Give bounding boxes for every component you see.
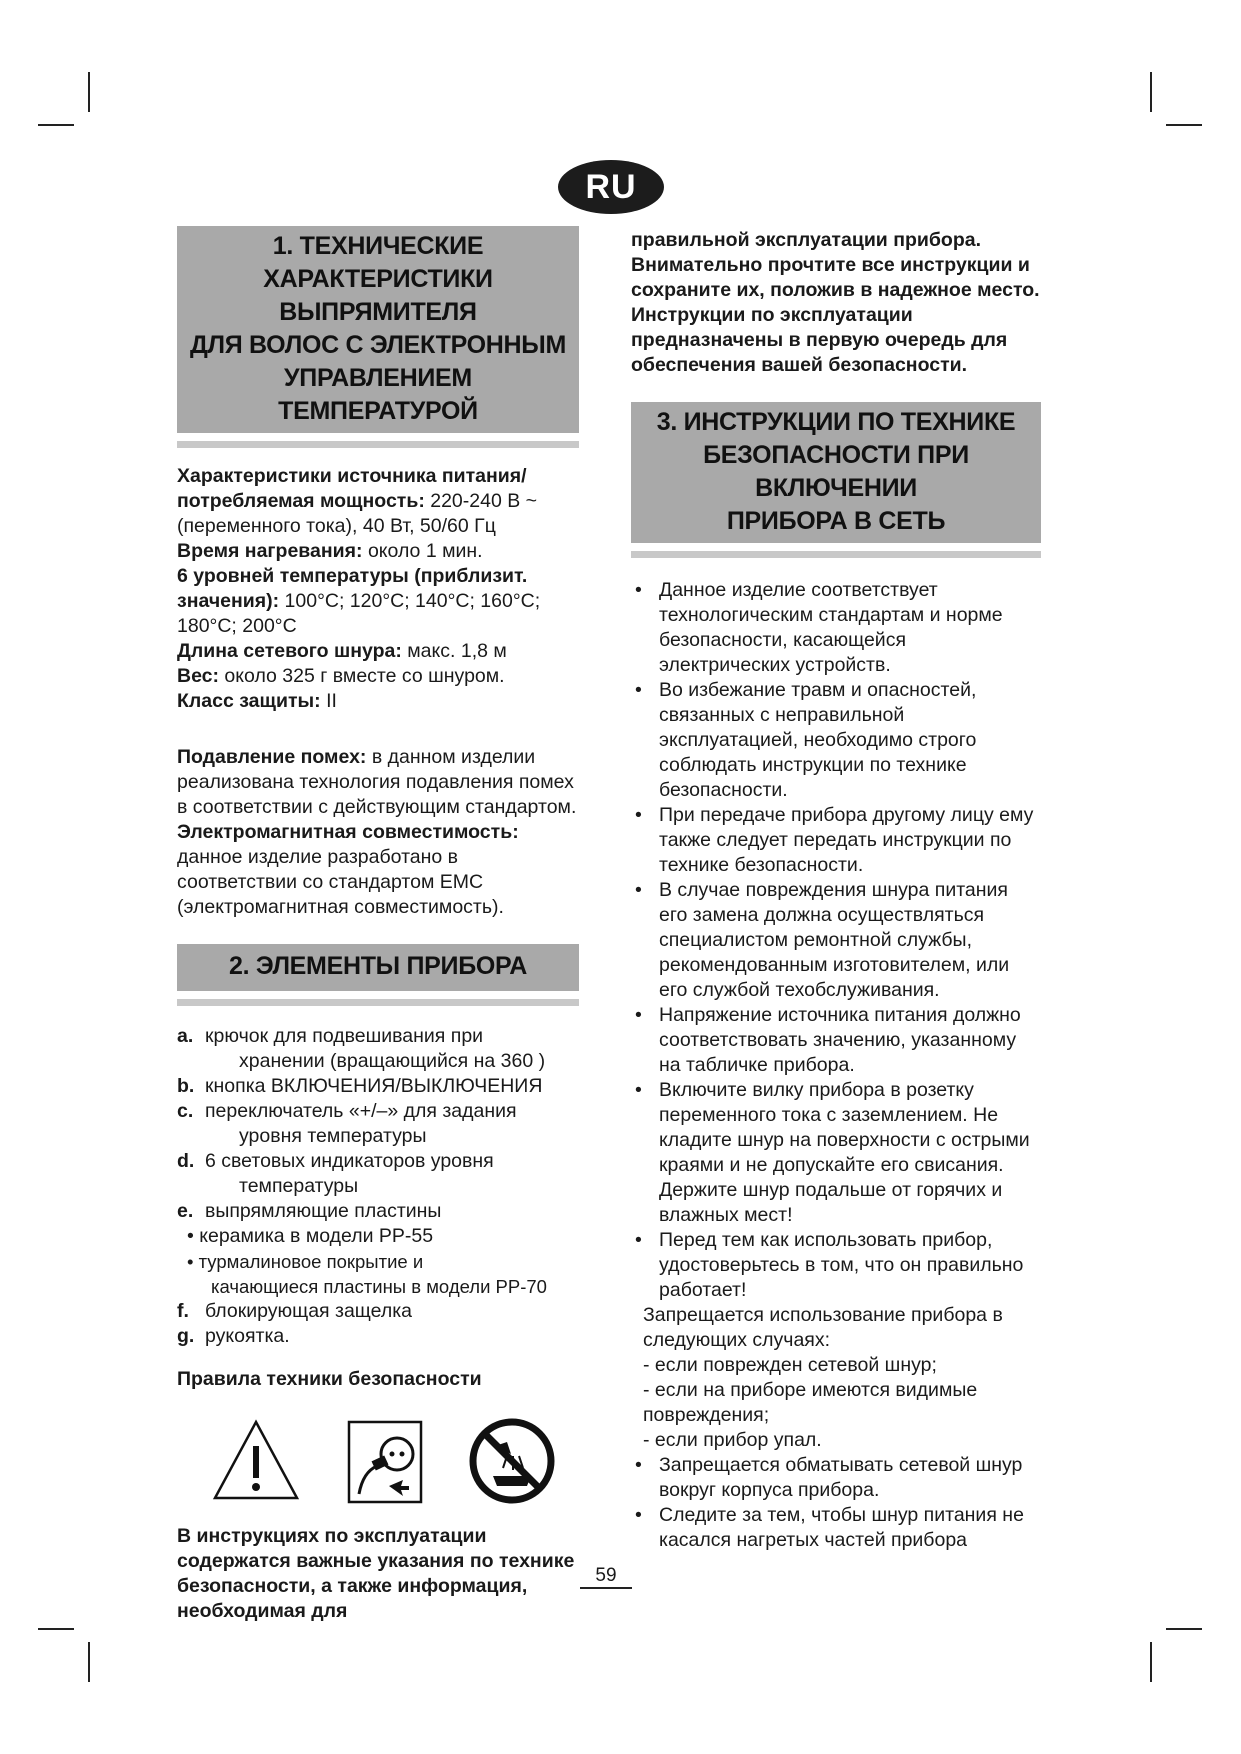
safety-rules-heading: Правила техники безопасности: [177, 1368, 482, 1390]
spec-cord-length: Длина сетевого шнура: макс. 1,8 м: [177, 640, 507, 662]
list-item: e. выпрямляющие пластины: [177, 1200, 442, 1222]
list-item: - если поврежден сетевой шнур;: [643, 1354, 937, 1376]
section1-heading: 1. ТЕХНИЧЕСКИЕ ХАРАКТЕРИСТИКИ ВЫПРЯМИТЕЛЯ ДЛЯ ВОЛОС С ЭЛЕКТРОННЫМ УПРАВЛЕНИЕМ ТЕМПЕРАТУРОЙ: [177, 226, 579, 433]
plate-note: качающиеся пластины в модели РР-70: [211, 1276, 547, 1297]
spec-power: Характеристики источника питания/ потребляемая мощность: 220-240 В ~ (переменного тока), 40 Вт, 50/60 Гц: [177, 465, 538, 537]
list-item: • Напряжение источника питания должно соответствовать значению, указанному на табличке прибора.: [635, 1004, 1021, 1076]
emc-label: Электромагнитная совместимость:: [177, 821, 519, 843]
list-item: • При передаче прибора другому лицу ему также следует передать инструкции по технике безопасности.: [635, 804, 1034, 876]
no-water-icon: [467, 1416, 557, 1506]
crop-mark: [38, 1628, 74, 1630]
right-column: [631, 228, 1041, 1553]
crop-mark: [38, 124, 74, 126]
crop-mark: [1150, 1642, 1152, 1682]
list-item: d. 6 световых индикаторов уровня температуры: [177, 1150, 494, 1197]
intro-paragraph: В инструкциях по эксплуатации содержатся важные указания по технике безопасности, а также информация, необходимая для: [177, 1525, 575, 1622]
list-item: - если прибор упал.: [643, 1429, 822, 1451]
prohibited-intro: Запрещается использование прибора в следующих случаях:: [643, 1304, 1003, 1351]
safety-bullets: [631, 578, 1041, 1303]
safety-icons: [177, 1416, 579, 1510]
list-item: • Запрещается обматывать сетевой шнур вокруг корпуса прибора.: [635, 1454, 1023, 1501]
section-rule: [177, 999, 579, 1006]
list-item: c. переключатель «+/–» для задания уровня температуры: [177, 1100, 517, 1147]
crop-mark: [1166, 124, 1202, 126]
list-item: • Во избежание травм и опасностей, связанных с неправильной эксплуатацией, необходимо строго соблюдать инструкции по технике безопасности.: [635, 679, 977, 801]
section2-heading: 2. ЭЛЕМЕНТЫ ПРИБОРА: [177, 944, 579, 991]
list-item: g. рукоятка.: [177, 1325, 290, 1347]
crop-mark: [88, 72, 90, 112]
spec-weight: Вес: около 325 г вместе со шнуром.: [177, 665, 505, 687]
list-item: • Перед тем как использовать прибор, удостоверьтесь в том, что он правильно работает!: [635, 1229, 1024, 1301]
crop-mark: [88, 1642, 90, 1682]
plug-socket-icon: [345, 1420, 425, 1506]
section-rule: [631, 551, 1041, 558]
list-item: f. блокирующая защелка: [177, 1300, 413, 1322]
list-item: • В случае повреждения шнура питания его замена должна осуществляться специалистом ремонтной службы, рекомендованным изготовителем, или его службой техобслуживания.: [635, 879, 1010, 1001]
page-number: 59: [580, 1565, 632, 1589]
left-column: [177, 226, 579, 1624]
spec-protection-class: Класс защиты: II: [177, 690, 337, 712]
safety-bullets-after: [631, 1453, 1041, 1553]
emc-text: данное изделие разработано в соответствии со стандартом ЕМС (электромагнитная совместимость).: [177, 846, 504, 918]
list-item: - если на приборе имеются видимые повреждения;: [643, 1379, 978, 1426]
section-rule: [177, 441, 579, 448]
prohibited-cases: [631, 1353, 1041, 1453]
crop-mark: [1166, 1628, 1202, 1630]
plate-note: • турмалиновое покрытие и: [187, 1251, 424, 1272]
list-item: b. кнопка ВКЛЮЧЕНИЯ/ВЫКЛЮЧЕНИЯ: [177, 1075, 543, 1097]
crop-mark: [1150, 72, 1152, 112]
language-badge: RU: [558, 160, 664, 214]
list-item: • Включите вилку прибора в розетку переменного тока с заземлением. Не кладите шнур на поверхности с острыми краями и не допускайте его свисания. Держите шнур подальше от горячих и влажных мест!: [635, 1079, 1030, 1226]
list-item: a. крючок для подвешивания при хранении (вращающийся на 360 ): [177, 1025, 546, 1072]
list-item: • Следите за тем, чтобы шнур питания не касался нагретых частей прибора: [635, 1504, 1024, 1551]
warning-triangle-icon: [209, 1416, 303, 1504]
plate-note: • керамика в модели РР-55: [187, 1225, 434, 1247]
spec-heating-time: Время нагревания: около 1 мин.: [177, 540, 483, 562]
parts-list: [177, 1024, 579, 1349]
section3-heading: 3. ИНСТРУКЦИИ ПО ТЕХНИКЕ БЕЗОПАСНОСТИ ПРИ ВКЛЮЧЕНИИ ПРИБОРА В СЕТЬ: [631, 402, 1041, 543]
spec-list: [177, 464, 579, 714]
intro-second: Инструкции по эксплуатации предназначены в первую очередь для обеспечения вашей безопасности.: [631, 304, 1008, 376]
spec-temperature-levels: 6 уровней температуры (приблизит. значения): 100°C; 120°C; 140°C; 160°C; 180°C; 200°C: [177, 565, 541, 637]
interference-paragraph: Подавление помех: в данном изделии реализована технология подавления помех в соответствии с действующим стандартом.: [177, 746, 577, 818]
intro-continuation: правильной эксплуатации прибора. Внимательно прочтите все инструкции и сохраните их, положив в надежное место.: [631, 229, 1040, 301]
list-item: • Данное изделие соответствует технологическим стандартам и норме безопасности, касающейся электрических устройств.: [635, 579, 1003, 676]
